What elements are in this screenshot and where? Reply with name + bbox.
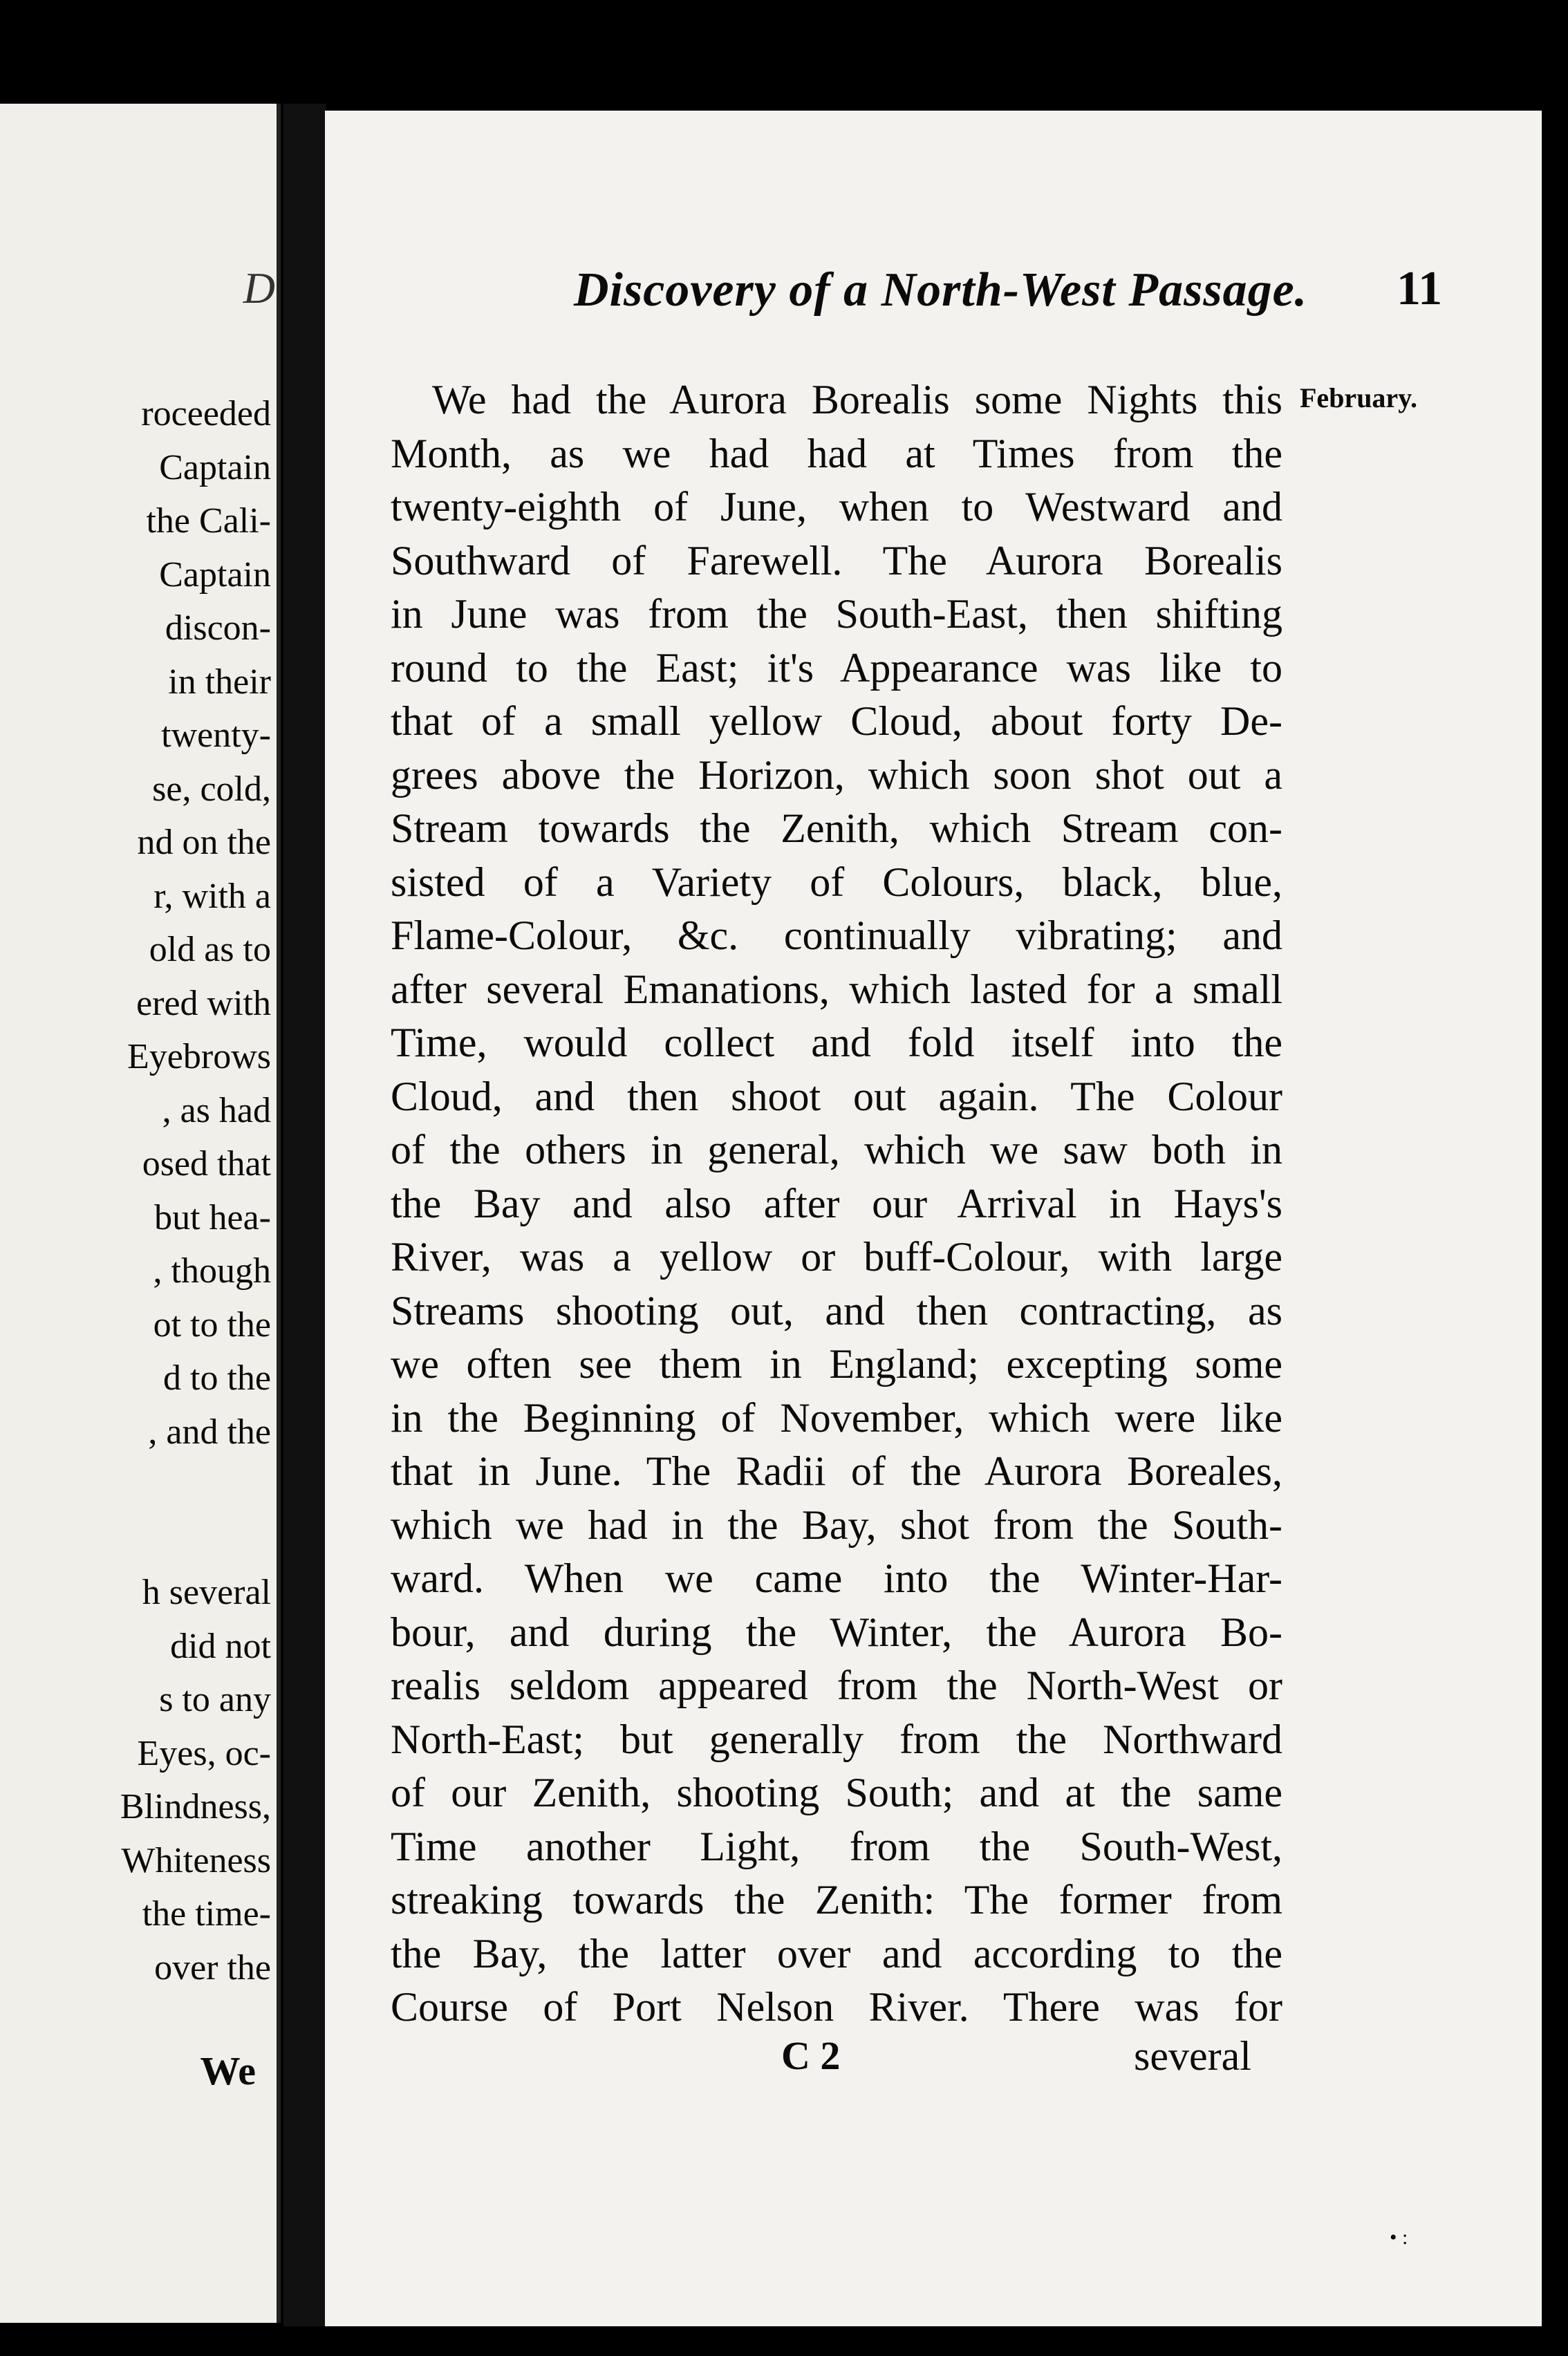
text-line: streaking towards the Zenith: The former from	[391, 1877, 1282, 1923]
book-gutter	[283, 104, 326, 2326]
text-line: Flame-Colour, &c. continually vibrating; and	[391, 913, 1282, 958]
left-line: osed that	[142, 1144, 271, 1184]
left-line: discon-	[165, 608, 271, 648]
text-line: twenty-eighth of June, when to Westward and	[391, 484, 1282, 530]
signature-mark: C 2	[781, 2033, 841, 2078]
left-line: Captain	[159, 447, 271, 487]
text-line: which we had in the Bay, shot from the South-	[391, 1502, 1282, 1548]
left-line: Eyebrows	[127, 1037, 271, 1076]
catchword: several	[1134, 2033, 1251, 2079]
left-line: ot to the	[153, 1305, 271, 1345]
left-line: d to the	[163, 1358, 271, 1398]
paper-speck-decoration: • :	[1390, 2226, 1408, 2249]
text-line: Course of Port Nelson River. There was for	[391, 1984, 1282, 2030]
paragraph-gap	[8, 1459, 271, 1566]
left-page	[0, 104, 281, 2323]
left-line: nd on the	[137, 823, 271, 862]
body-text	[391, 373, 1282, 2035]
text-line: of the others in general, which we saw both in	[391, 1127, 1282, 1172]
text-line: the Bay and also after our Arrival in Hays's	[391, 1180, 1282, 1226]
left-line: over the	[154, 1947, 271, 1988]
text-line: River, was a yellow or buff-Colour, with large	[391, 1234, 1282, 1280]
text-line: Time, would collect and fold itself into the	[391, 1020, 1282, 1065]
left-page-text	[8, 387, 271, 1994]
left-line: the Cali-	[146, 501, 271, 541]
text-line: of our Zenith, shooting South; and at the same	[391, 1770, 1282, 1815]
left-line: Whiteness	[121, 1840, 271, 1880]
left-line: the time-	[142, 1894, 271, 1934]
text-line: in June was from the South-East, then shifting	[391, 591, 1282, 637]
text-line: the Bay, the latter over and according to the	[391, 1930, 1282, 1976]
page-number: 11	[1397, 262, 1443, 315]
left-line: r, with a	[153, 876, 271, 916]
text-line: Stream towards the Zenith, which Stream con-	[391, 805, 1282, 851]
left-line: in their	[168, 662, 271, 702]
text-line: ward. When we came into the Winter-Har-	[391, 1555, 1282, 1601]
right-page	[325, 111, 1542, 2326]
left-line: Eyes, oc-	[137, 1733, 271, 1773]
text-line: We had the Aurora Borealis some Nights this	[432, 377, 1282, 422]
left-line: old as to	[149, 930, 271, 969]
text-line: in the Beginning of November, which were like	[391, 1394, 1282, 1441]
left-line: did not	[170, 1626, 271, 1666]
left-line: but hea-	[154, 1197, 271, 1237]
left-line: , as had	[162, 1090, 271, 1130]
left-line: twenty-	[161, 716, 271, 755]
text-line: that in June. The Radii of the Aurora Boreales,	[391, 1448, 1282, 1494]
text-line: Streams shooting out, and then contracting, as	[391, 1287, 1282, 1334]
text-line: realis seldom appeared from the North-West or	[391, 1663, 1282, 1708]
left-line: Blindness,	[120, 1787, 271, 1826]
text-line: after several Emanations, which lasted for a small	[391, 966, 1282, 1012]
text-line: that of a small yellow Cloud, about forty De-	[391, 698, 1282, 744]
left-line: roceeded	[141, 394, 271, 433]
left-running-head-fragment: D	[243, 263, 275, 312]
text-line: Southward of Farewell. The Aurora Borealis	[391, 537, 1282, 583]
left-line: s to any	[159, 1680, 271, 1719]
left-line: h several	[142, 1573, 271, 1612]
left-line: ered with	[136, 983, 271, 1023]
left-line: , and the	[148, 1412, 271, 1452]
left-line: se, cold,	[152, 769, 271, 809]
text-line: Month, as we had had at Times from the	[391, 430, 1282, 476]
text-line: North-East; but generally from the Northward	[391, 1716, 1282, 1762]
running-head: Discovery of a North-West Passage.	[574, 263, 1308, 317]
text-line: bour, and during the Winter, the Aurora Bo-	[391, 1609, 1282, 1655]
text-line: we often see them in England; excepting some	[391, 1341, 1282, 1387]
left-line: , though	[153, 1251, 271, 1291]
text-line: Cloud, and then shoot out again. The Colour	[391, 1073, 1282, 1119]
text-line: sisted of a Variety of Colours, black, blue,	[391, 859, 1282, 905]
left-line: Captain	[159, 554, 271, 595]
margin-note: February.	[1300, 382, 1417, 413]
text-line: grees above the Horizon, which soon shot out a	[391, 751, 1282, 798]
left-catchword: We	[200, 2048, 256, 2093]
text-line: Time another Light, from the South-West,	[391, 1823, 1282, 1869]
text-line: round to the East; it's Appearance was like to	[391, 644, 1282, 691]
